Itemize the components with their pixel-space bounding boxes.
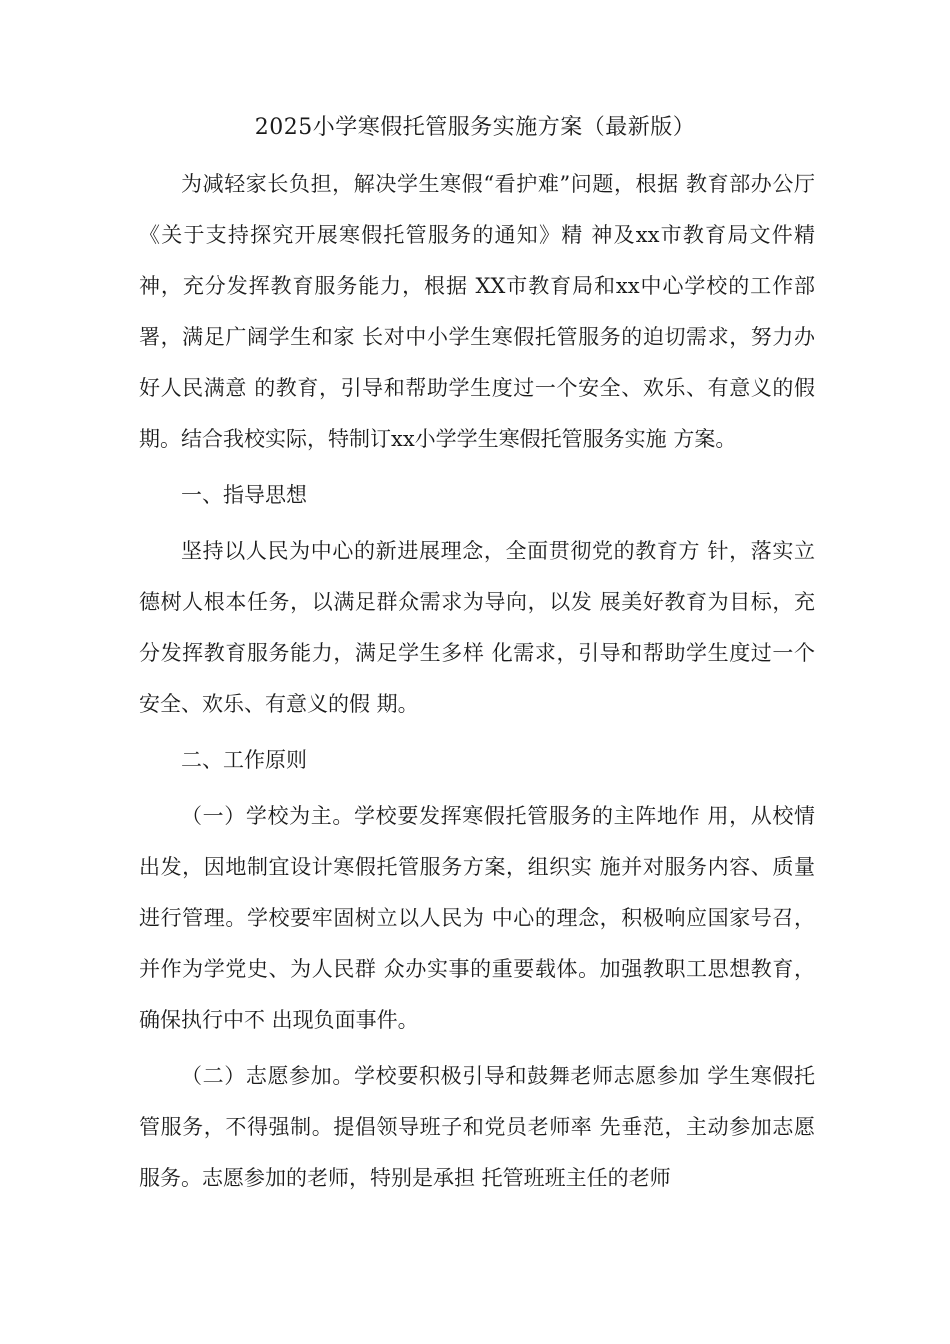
document-body [139, 159, 815, 1204]
paragraph-principle-school-led: （一）学校为主。学校要发挥寒假托管服务的主阵地作 用，从校情出发，因地制宜设计寒假托管服务方案，组织实 施并对服务内容、质量进行管理。学校要牢固树立以人民为 中心的理念，积极响应国家号召，并作为学党史、为人民群 众办实事的重要载体。加强教职工思想教育，确保执行中不 出现负面事件。 [139, 804, 815, 1032]
heading-guiding-ideology: 一、指导思想 [181, 483, 307, 507]
paragraph-principle-voluntary: （二）志愿参加。学校要积极引导和鼓舞老师志愿参加 学生寒假托管服务，不得强制。提倡领导班子和党员老师率 先垂范，主动参加志愿服务。志愿参加的老师，特别是承担 托管班班主任的老师 [139, 1064, 815, 1190]
paragraph-guiding-ideology: 坚持以人民为中心的新进展理念，全面贯彻党的教育方 针，落实立德树人根本任务，以满足群众需求为导向，以发 展美好教育为目标，充分发挥教育服务能力，满足学生多样 化需求，引导和帮助学生度过一个安全、欢乐、有意义的假 期。 [139, 539, 815, 716]
document-title: 2025小学寒假托管服务实施方案（最新版） [254, 115, 696, 140]
paragraph-intro: 为减轻家长负担，解决学生寒假“看护难”问题，根据 教育部办公厅《关于支持探究开展寒假托管服务的通知》精 神及xx市教育局文件精神，充分发挥教育服务能力，根据 XX市教育局和xx中心学校的工作部署，满足广阔学生和家 长对中小学生寒假托管服务的迫切需求，努力办好人民满意 的教育，引导和帮助学生度过一个安全、欢乐、有意义的假 期。结合我校实际，特制订xx小学学生寒假托管服务实施 方案。 [139, 172, 815, 451]
heading-work-principles: 二、工作原则 [181, 748, 307, 772]
